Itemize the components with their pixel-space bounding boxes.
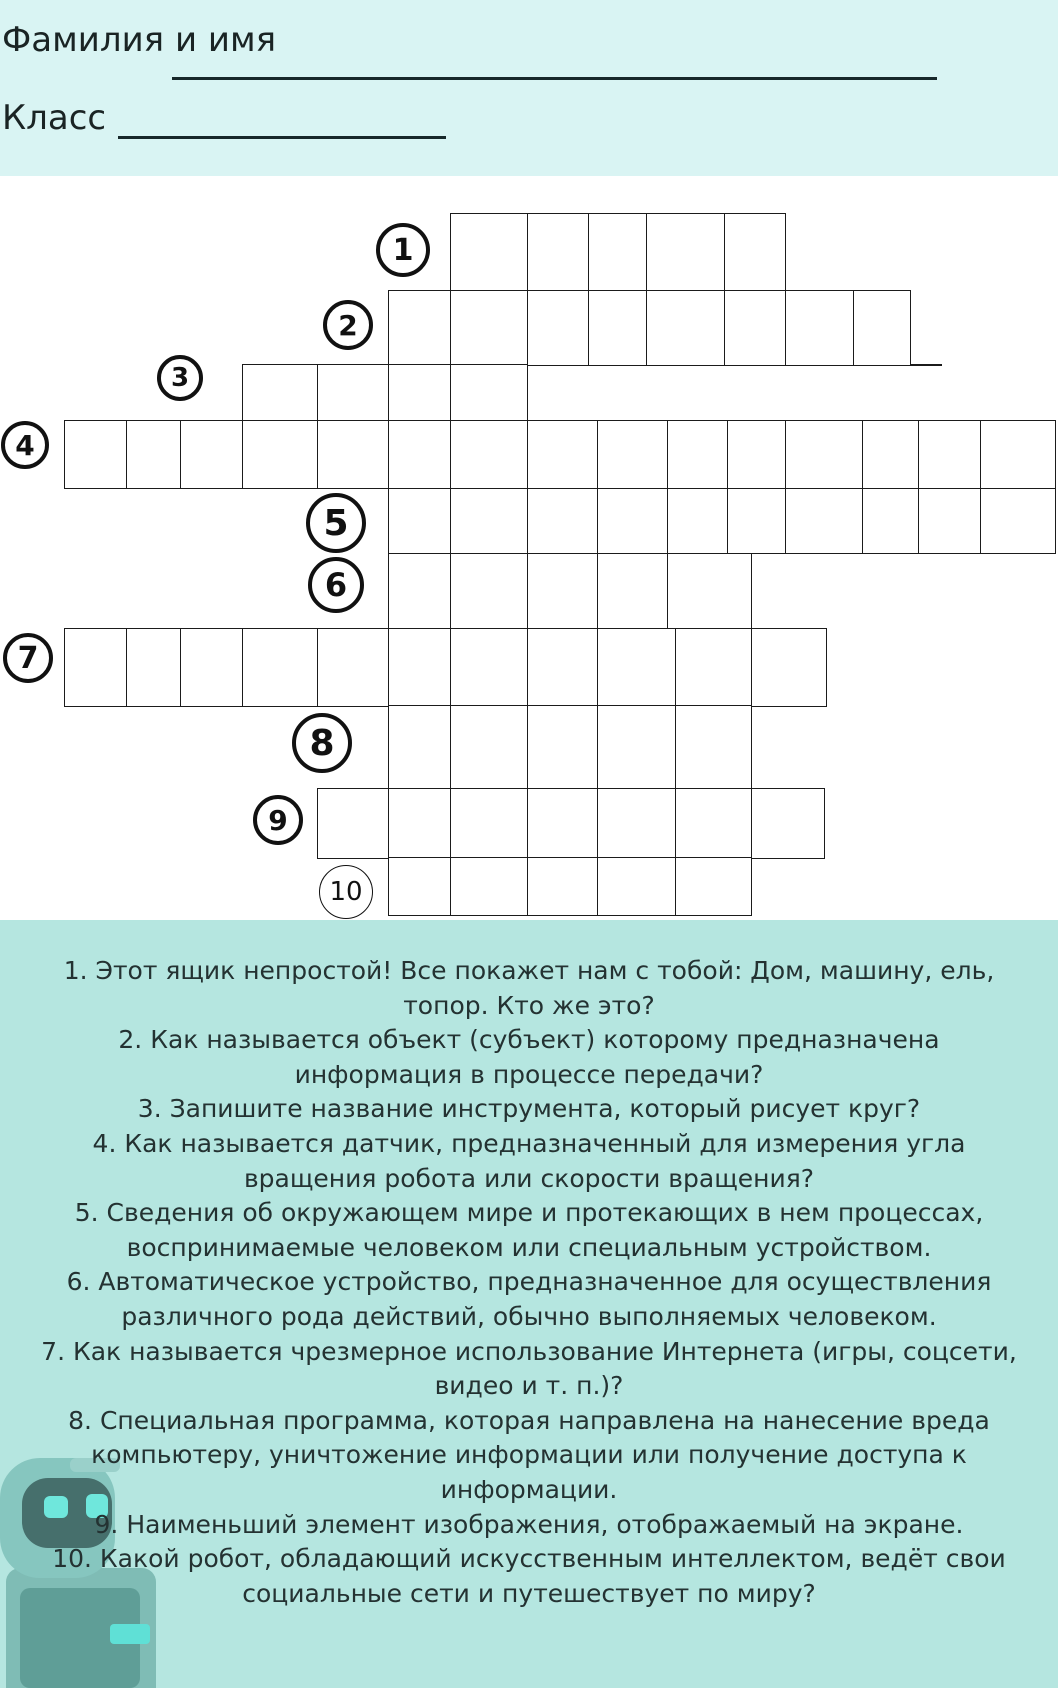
clue-number-10: 10 (319, 865, 373, 919)
crossword-cell-5-10[interactable] (980, 488, 1056, 554)
clue-10: 10. Какой робот, обладающий искусственным интеллектом, ведёт свои социальные сети и путешествует по миру? (52, 1544, 1006, 1608)
crossword-cell-9-3[interactable] (450, 788, 528, 859)
clue-6: 6. Автоматическое устройство, предназначенное для осуществления различного рода действий, обычно выполняемых человеком. (66, 1267, 992, 1331)
clue-number-4: 4 (1, 421, 49, 469)
crossword-cell-4-12[interactable] (785, 420, 863, 489)
crossword-cell-7-7[interactable] (450, 628, 528, 707)
crossword-cell-7-4[interactable] (242, 628, 318, 707)
crossword-cell-4-3[interactable] (180, 420, 243, 489)
crossword-cell-8-3[interactable] (527, 705, 598, 789)
crossword-cell-5-6[interactable] (727, 488, 786, 554)
crossword-cell-4-14[interactable] (918, 420, 981, 489)
clue-number-8: 8 (292, 713, 352, 773)
crossword-cell-7-9[interactable] (597, 628, 676, 707)
crossword-cell-4-4[interactable] (242, 420, 318, 489)
crossword-cell-6-4[interactable] (597, 553, 668, 629)
crossword-cell-10-4[interactable] (597, 857, 676, 916)
class-input-line[interactable] (118, 136, 446, 139)
name-input-line[interactable] (172, 77, 937, 80)
crossword-cell-3-1[interactable] (242, 364, 318, 421)
crossword-cell-7-5[interactable] (317, 628, 389, 707)
crossword-cell-5-5[interactable] (667, 488, 728, 554)
crossword-cell-2-3[interactable] (527, 290, 589, 366)
crossword-cell-5-1[interactable] (388, 488, 451, 554)
crossword-cell-2-7[interactable] (785, 290, 854, 366)
crossword-cell-4-8[interactable] (527, 420, 598, 489)
crossword-cell-7-11[interactable] (751, 628, 827, 707)
clue-number-5: 5 (306, 493, 366, 553)
crossword-cell-7-6[interactable] (388, 628, 451, 707)
crossword-cell-5-3[interactable] (527, 488, 598, 554)
crossword-cell-6-3[interactable] (527, 553, 598, 629)
clue-4: 4. Как называется датчик, предназначенный для измерения угла вращения робота или скорости вращения? (92, 1128, 966, 1193)
clue-9: 9. Наименьший элемент изображения, отображаемый на экране. (94, 1509, 964, 1539)
crossword-cell-5-8[interactable] (862, 488, 919, 554)
crossword-cell-7-10[interactable] (675, 628, 752, 707)
crossword-cell-9-6[interactable] (675, 788, 752, 859)
crossword-cell-2-2[interactable] (450, 290, 528, 366)
clue-number-3: 3 (157, 355, 203, 401)
crossword-cell-7-1[interactable] (64, 628, 127, 707)
clue-number-9: 9 (253, 795, 303, 845)
name-label: Фамилия и имя (2, 20, 277, 60)
student-info-header (0, 0, 1058, 176)
crossword-cell-4-13[interactable] (862, 420, 919, 489)
crossword-cell-8-4[interactable] (597, 705, 676, 789)
crossword-cell-1-5[interactable] (724, 213, 786, 292)
crossword-cell-2-4[interactable] (588, 290, 647, 366)
crossword-cell-10-5[interactable] (675, 857, 752, 916)
crossword-cell-10-2[interactable] (450, 857, 528, 916)
crossword-cell-4-11[interactable] (727, 420, 786, 489)
crossword-cell-5-7[interactable] (785, 488, 863, 554)
crossword-cell-9-1[interactable] (317, 788, 389, 859)
crossword-cell-2-1[interactable] (388, 290, 451, 366)
crossword-cell-7-2[interactable] (126, 628, 181, 707)
crossword-cell-4-7[interactable] (450, 420, 528, 489)
crossword-cell-7-8[interactable] (527, 628, 598, 707)
clue-number-6: 6 (308, 557, 364, 613)
crossword-cell-2-5[interactable] (646, 290, 725, 366)
clue-number-7: 7 (3, 633, 53, 683)
crossword-cell-1-1[interactable] (450, 213, 528, 292)
crossword-cell-3-3[interactable] (388, 364, 451, 421)
crossword-cell-5-2[interactable] (450, 488, 528, 554)
crossword-cell-8-5[interactable] (675, 705, 752, 789)
crossword-cell-8-2[interactable] (450, 705, 528, 789)
crossword-cell-3-2[interactable] (317, 364, 389, 421)
crossword-cell-2-8[interactable] (853, 290, 911, 366)
row-2-underline (910, 364, 942, 366)
crossword-cell-6-2[interactable] (450, 553, 528, 629)
clue-3: 3. Запишите название инструмента, который рисует круг? (137, 1094, 921, 1124)
crossword-cell-9-7[interactable] (751, 788, 825, 859)
crossword-cell-1-3[interactable] (588, 213, 647, 292)
clue-number-2: 2 (323, 300, 373, 350)
crossword-cell-6-1[interactable] (388, 553, 451, 629)
crossword-cell-1-2[interactable] (527, 213, 589, 292)
crossword-cell-10-3[interactable] (527, 857, 598, 916)
crossword-cell-9-5[interactable] (597, 788, 676, 859)
crossword-grid (0, 176, 1058, 921)
crossword-cell-7-3[interactable] (180, 628, 243, 707)
crossword-cell-4-10[interactable] (667, 420, 728, 489)
clue-list (40, 954, 1018, 1611)
clue-1: 1. Этот ящик непростой! Все покажет нам с тобой: Дом, машину, ель, топор. Кто же это? (63, 956, 995, 1020)
crossword-cell-4-9[interactable] (597, 420, 668, 489)
crossword-cell-4-15[interactable] (980, 420, 1056, 489)
crossword-cell-5-9[interactable] (918, 488, 981, 554)
crossword-cell-9-4[interactable] (527, 788, 598, 859)
crossword-cell-4-6[interactable] (388, 420, 451, 489)
crossword-cell-10-1[interactable] (388, 857, 451, 916)
clue-5: 5. Сведения об окружающем мире и протекающих в нем процессах, воспринимаемые человеком или специальным устройством. (74, 1198, 984, 1262)
crossword-cell-4-2[interactable] (126, 420, 181, 489)
crossword-cell-3-4[interactable] (450, 364, 528, 421)
crossword-cell-1-4[interactable] (646, 213, 725, 292)
clues-section (0, 920, 1058, 1688)
class-label: Класс (2, 98, 107, 138)
clue-2: 2. Как называется объект (субъект) которому предназначена информация в процессе передачи? (118, 1025, 940, 1089)
clue-7: 7. Как называется чрезмерное использование Интернета (игры, соцсети, видео и т. п.)? (41, 1336, 1017, 1401)
crossword-cell-4-1[interactable] (64, 420, 127, 489)
crossword-cell-4-5[interactable] (317, 420, 389, 489)
crossword-cell-2-6[interactable] (724, 290, 786, 366)
crossword-cell-6-5[interactable] (667, 553, 752, 629)
crossword-cell-9-2[interactable] (388, 788, 451, 859)
clue-8: 8. Специальная программа, которая направлена на нанесение вреда компьютеру, уничтожение информации или получение доступа к информации. (68, 1405, 990, 1504)
crossword-cell-8-1[interactable] (388, 705, 451, 789)
clue-number-1: 1 (376, 223, 430, 277)
crossword-cell-5-4[interactable] (597, 488, 668, 554)
